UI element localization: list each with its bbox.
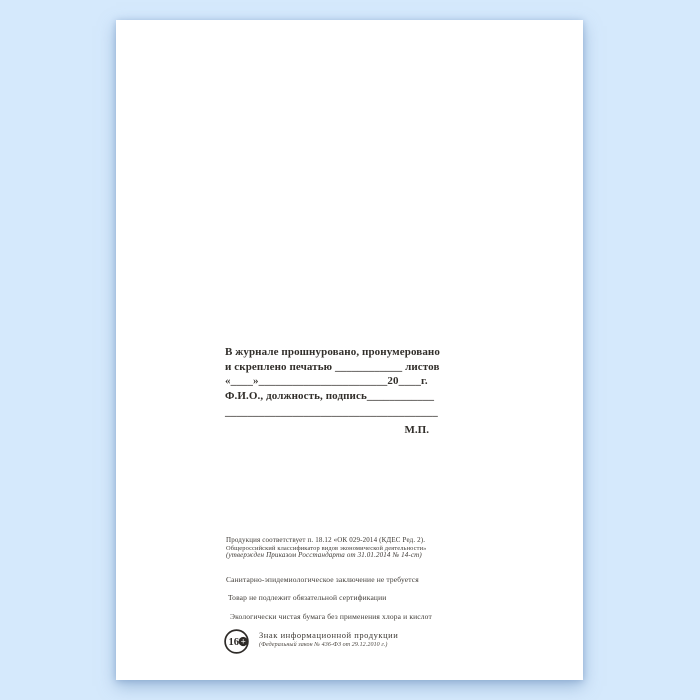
note-sanitary: Санитарно-эпидемиологическое заключение не требуется — [226, 575, 419, 584]
compliance-line-2: Общероссийский классификатор видов экономической деятельности» — [226, 544, 427, 552]
age-rating-block — [224, 629, 398, 654]
age-rating-law-note: (Федеральный закон № 436-ФЗ от 29.12.2010 г.) — [259, 642, 388, 648]
compliance-line-1: Продукция соответствует п. 18.12 «ОК 029-2014 (КДЕС Ред. 2). — [226, 536, 426, 544]
compliance-block — [226, 537, 427, 559]
age-rating-text — [259, 629, 398, 649]
cert-signature-line: ______________________________________ — [225, 406, 438, 418]
age-rating-plus: + — [240, 636, 246, 647]
age-rating-16-icon — [224, 629, 249, 654]
age-rating-title: Знак информационной продукции — [259, 630, 399, 640]
note-ecology: Экологически чистая бумага без применения хлора и кислот — [230, 612, 432, 621]
cert-line-4: Ф.И.О., должность, подпись____________ — [225, 389, 435, 402]
cert-line-2: и скреплено печатью ____________ листов — [225, 360, 440, 373]
note-certification: Товар не подлежит обязательной сертификации — [228, 593, 387, 602]
stamp-place-label: М.П. — [404, 424, 429, 436]
cert-line-3: «____»_______________________20____г. — [225, 375, 428, 387]
certification-block — [225, 345, 441, 420]
age-rating-number: 16 — [228, 637, 240, 649]
compliance-line-3: (утвержден Приказом Росстандарта от 31.01.2014 № 14-ст) — [226, 550, 422, 559]
journal-back-page — [116, 20, 583, 680]
cert-line-1: В журнале прошнуровано, пронумеровано — [225, 346, 440, 358]
